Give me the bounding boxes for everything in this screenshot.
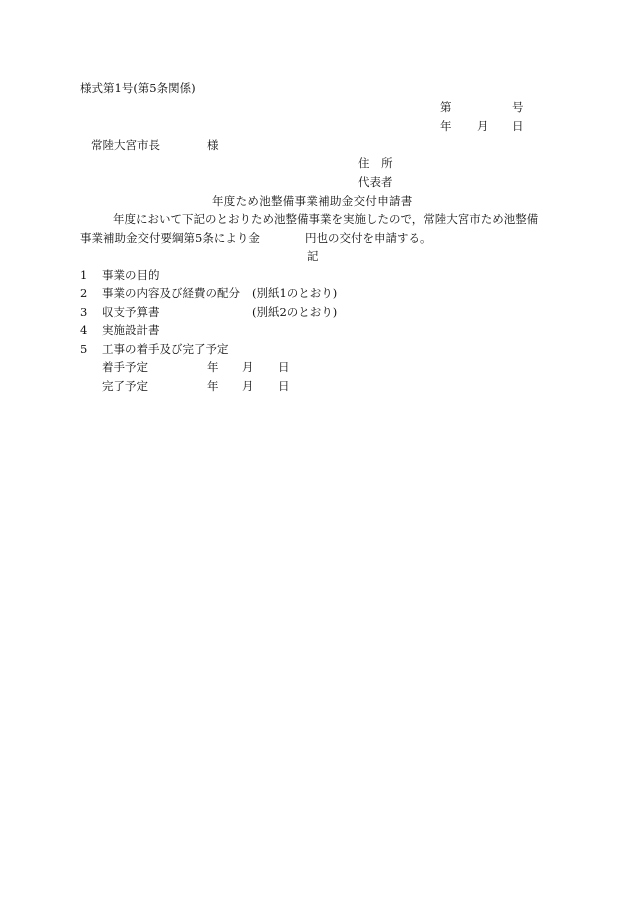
date-month: 月 xyxy=(477,119,489,133)
representative-label: 代表者 xyxy=(358,175,393,189)
schedule-end-year: 年 xyxy=(207,379,219,393)
item-4-number: 4 xyxy=(80,323,88,337)
item-2-number: 2 xyxy=(80,286,88,300)
schedule-start-label: 着手予定 xyxy=(102,360,148,374)
item-5-number: 5 xyxy=(80,342,88,356)
item-5-text: 工事の着手及び完了予定 xyxy=(102,342,229,356)
body-line-2b: 円也の交付を申請する。 xyxy=(305,231,432,245)
date-day: 日 xyxy=(512,119,524,133)
address-label: 住 所 xyxy=(358,156,397,170)
item-4-text: 実施設計書 xyxy=(102,323,160,337)
item-2-note: (別紙1のとおり) xyxy=(252,286,338,300)
schedule-start-month: 月 xyxy=(242,360,254,374)
number-prefix: 第 xyxy=(440,100,452,114)
schedule-end-label: 完了予定 xyxy=(102,379,148,393)
schedule-end-day: 日 xyxy=(278,379,290,393)
schedule-end-month: 月 xyxy=(242,379,254,393)
item-3-text: 収支予算書 xyxy=(102,305,160,319)
body-line-2a: 事業補助金交付要綱第5条により金 xyxy=(80,231,260,245)
item-3-note: (別紙2のとおり) xyxy=(252,305,338,319)
schedule-start-year: 年 xyxy=(207,360,219,374)
document-title: 年度ため池整備事業補助金交付申請書 xyxy=(212,194,413,208)
item-2-text: 事業の内容及び経費の配分 xyxy=(102,286,240,300)
date-year: 年 xyxy=(440,119,452,133)
item-1-text: 事業の目的 xyxy=(102,268,160,282)
item-1-number: 1 xyxy=(80,268,88,282)
addressee-honorific: 様 xyxy=(207,138,219,152)
ki-label: 記 xyxy=(307,249,319,263)
form-id: 様式第1号(第5条関係) xyxy=(80,81,196,95)
addressee-name: 常陸大宮市長 xyxy=(91,138,160,152)
schedule-start-day: 日 xyxy=(278,360,290,374)
item-3-number: 3 xyxy=(80,305,88,319)
number-suffix: 号 xyxy=(512,100,524,114)
body-line-1: 年度において下記のとおりため池整備事業を実施したので，常陸大宮市ため池整備 xyxy=(113,212,539,226)
